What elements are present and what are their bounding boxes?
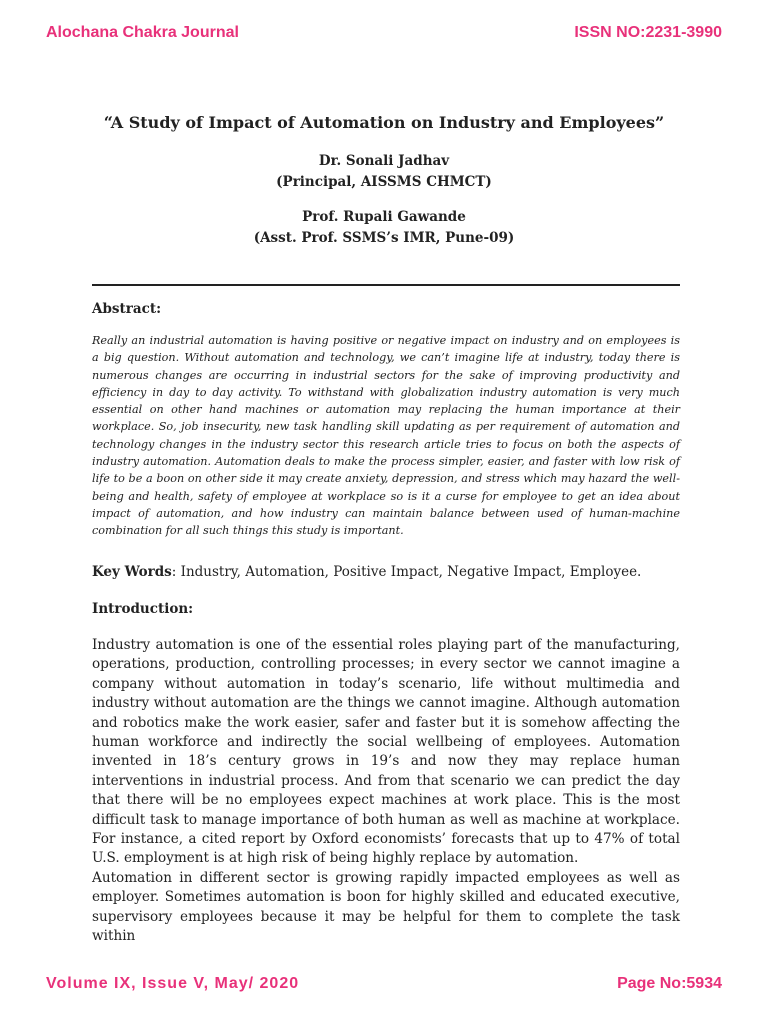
volume-issue: Volume IX, Issue V, May/ 2020 bbox=[46, 975, 300, 992]
author-affiliation: (Asst. Prof. SSMS’s IMR, Pune-09) bbox=[253, 230, 515, 246]
introduction-paragraph: Industry automation is one of the essential roles playing part of the manufacturing, operations, production, controlling processes; in every sector we cannot imagine a company without automation in today’s scenario, life without multimedia and industry without automation are the things we cannot imagine. Although automation and robotics make the work easier, safer and faster but it is somehow affecting the human workforce and indirectly the social wellbeing of employees. Automation invented in 18’s century grows in 19’s and now they may replace human interventions in industrial process. And from that scenario we can predict the day that there will be no employees expect machines at work place. This is the most difficult task to manage importance of both human as well as machine at workplace. For instance, a cited report by Oxford economists’ forecasts that up to 47% of total U.S. employment is at high risk of being highly replace by automation. bbox=[92, 637, 680, 867]
paper-title: “A Study of Impact of Automation on Industry and Employees” bbox=[103, 113, 665, 132]
introduction-paragraph: Automation in different sector is growing rapidly impacted employees as well as employer. Sometimes automation is boon for highly skilled and educated executive, supervisory employees because it may be helpful for them to complete the task within bbox=[92, 870, 680, 945]
abstract-heading: Abstract: bbox=[92, 301, 162, 317]
author-block-1 bbox=[0, 151, 768, 193]
horizontal-divider bbox=[92, 284, 680, 286]
introduction-heading: Introduction: bbox=[92, 601, 194, 617]
keywords-text: : Industry, Automation, Positive Impact, Negative Impact, Employee. bbox=[171, 564, 642, 580]
author-affiliation: (Principal, AISSMS CHMCT) bbox=[276, 174, 492, 190]
author-name: Prof. Rupali Gawande bbox=[302, 209, 466, 225]
journal-name: Alochana Chakra Journal bbox=[46, 24, 239, 41]
author-block-2 bbox=[0, 207, 768, 249]
page-number: Page No:5934 bbox=[617, 975, 722, 992]
issn-number: ISSN NO:2231-3990 bbox=[574, 24, 722, 41]
keywords-label: Key Words bbox=[92, 564, 172, 580]
keywords-line bbox=[92, 564, 692, 580]
author-name: Dr. Sonali Jadhav bbox=[318, 153, 450, 169]
abstract-text: Really an industrial automation is having positive or negative impact on industry and on employees is a big question. Without automation and technology, we can’t imagine life at industry, today there is numerous changes are occurring in industrial sectors for the sake of improving productivity and efficiency in day to day activity. To withstand with globalization industry automation is very much essential on other hand machines or automation may replacing the human importance at their workplace. So, job insecurity, new task handling skill updating as per requirement of automation and technology changes in the industry sector this research article tries to focus on both the aspects of industry automation. Automation deals to make the process simpler, easier, and faster with low risk of life to be a boon on other side it may create anxiety, depression, and stress which may hazard the well-being and health, safety of employee at workplace so is it a curse for employee to get an idea about impact of automation, and how industry can maintain balance between used of human-machine combination for all such things this study is important. bbox=[92, 334, 680, 538]
